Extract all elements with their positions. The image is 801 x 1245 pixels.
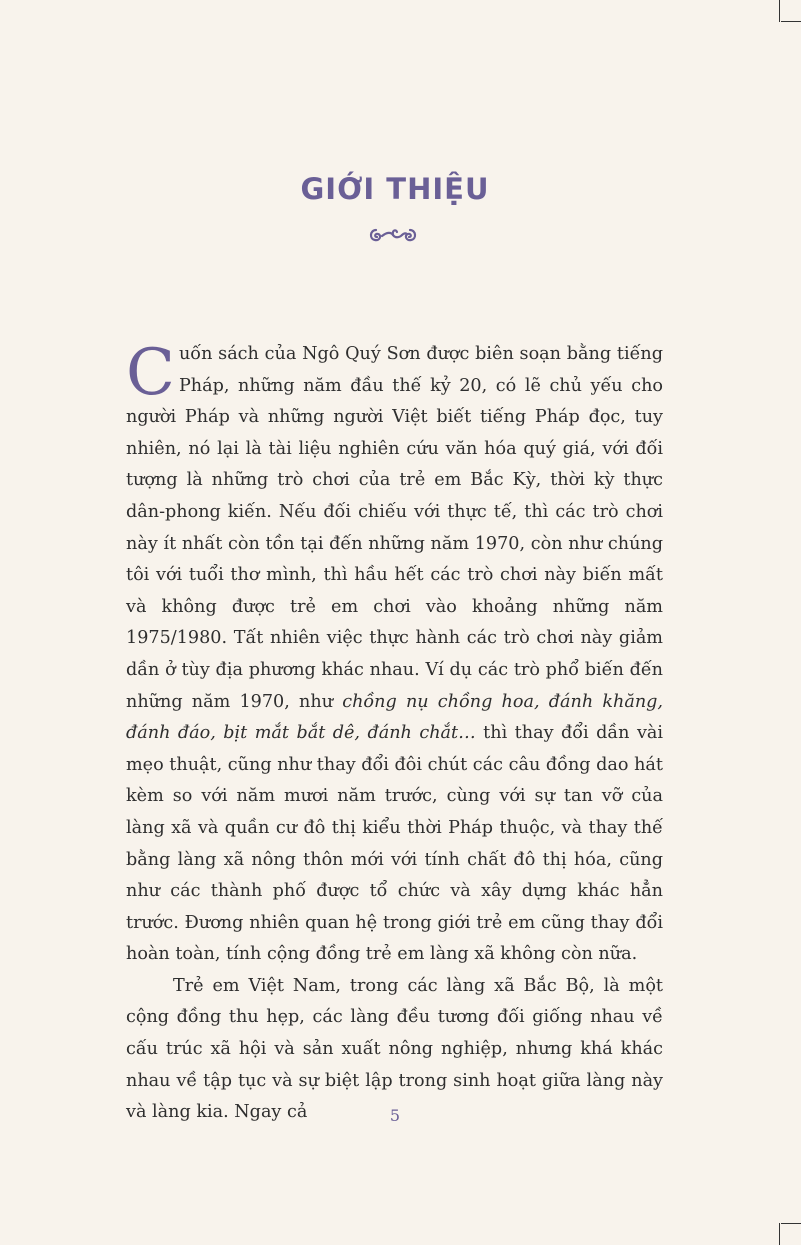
game-names-italic: chồng nụ chồng hoa, đánh khăng, đánh đáo, bịt mắt bắt dê, đánh chắt… (126, 691, 664, 744)
paragraph-1-text-a: uốn sách của Ngô Quý Sơn được biên soạn bằng tiếng Pháp, những năm đầu thế kỷ 20, có lẽ chủ yếu cho người Pháp và những người Việt biết tiếng Pháp đọc, tuy nhiên, nó lại là tài liệu nghiên cứu văn hóa quý giá, với đối tượng là những trò chơi của trẻ em Bắc Kỳ, thời kỳ thực dân-phong kiến. Nếu đối chiếu với thực tế, thì các trò chơi này ít nhất còn tồn tại đến những năm 1970, còn như chúng tôi với tuổi thơ mình, thì hầu hết các trò chơi này biến mất và không được trẻ em chơi vào khoảng những năm 1975/1980. Tất nhiên việc thực hành các trò chơi này giảm dần ở tùy địa phương khác nhau. Ví dụ các trò phổ biến đến những năm 1970, như (126, 344, 663, 712)
page-title: GIỚI THIỆU (300, 172, 490, 206)
crop-mark-top (779, 0, 780, 22)
crop-mark-right-bottom (781, 1223, 801, 1224)
page-number: 5 (389, 1106, 401, 1125)
main-text (126, 336, 664, 1129)
paragraph-1-text-b: thì thay đổi dần vài mẹo thuật, cũng như thay đổi đôi chút các câu đồng dao hát kèm so với năm mươi năm trước, cùng với sự tan vỡ của làng xã và quần cư đô thị kiểu thời Pháp thuộc, và thay thế bằng làng xã nông thôn mới với tính chất đô thị hóa, cũng như các thành phố được tổ chức và xây dựng khác hẳn trước. Đương nhiên quan hệ trong giới trẻ em cũng thay đổi hoàn toàn, tính cộng đồng trẻ em làng xã không còn nữa. (126, 723, 664, 965)
paragraph-1 (126, 336, 664, 971)
crop-mark-right-top (781, 21, 801, 22)
crop-mark-bottom (779, 1223, 780, 1245)
flourish-ornament-icon (366, 224, 420, 246)
drop-cap: C (126, 336, 175, 410)
paragraph-2: Trẻ em Việt Nam, trong các làng xã Bắc Bộ, là một cộng đồng thu hẹp, các làng đều tương đối giống nhau về cấu trúc xã hội và sản xuất nông nghiệp, nhưng khá khác nhau về tập tục và sự biệt lập trong sinh hoạt giữa làng này và làng kia. Ngay cả (126, 975, 663, 1123)
